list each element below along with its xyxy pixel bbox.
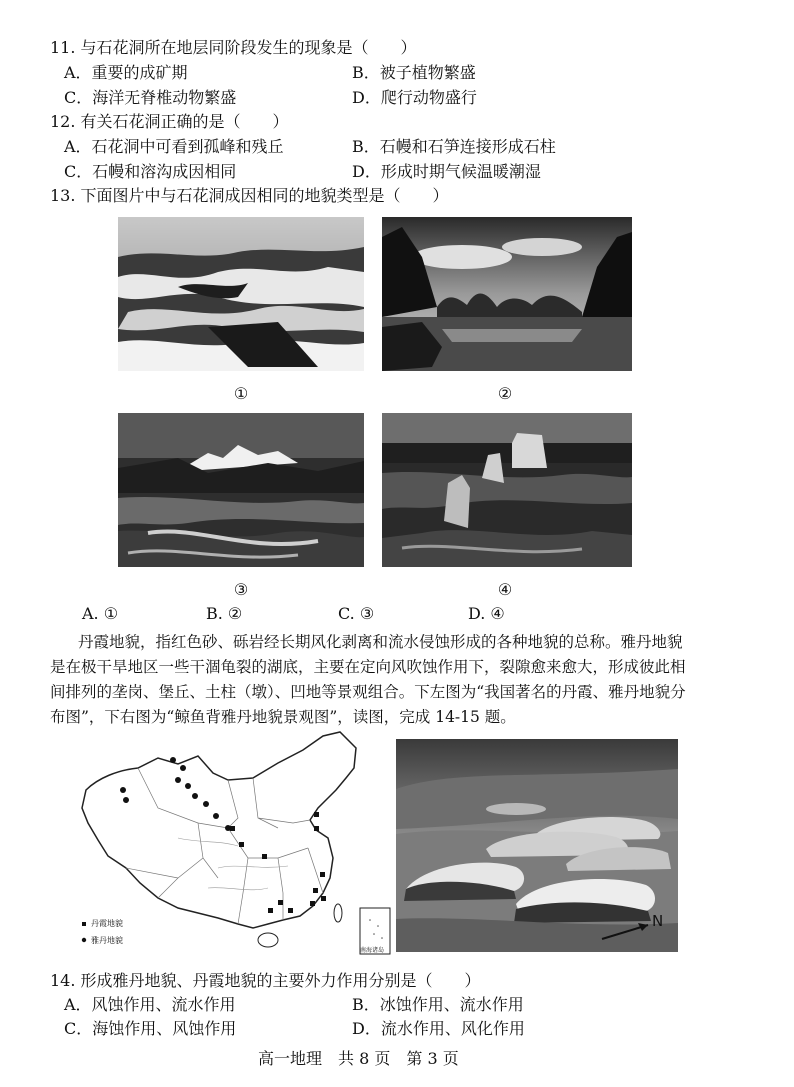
map-legend-yardang: 雅丹地貌 [91, 936, 123, 945]
photo-desert-dunes [118, 217, 364, 371]
photo-label-1: ① [233, 384, 249, 403]
q12-option-b: B．石幔和石笋连接形成石柱 [352, 137, 556, 156]
q11-option-a: A．重要的成矿期 [64, 63, 188, 82]
passage-line-3: 间排列的垄岗、堡丘、土柱（墩）、凹地等景观组合。下左图为“我国著名的丹霞、雅丹地貌分 [50, 683, 686, 701]
q11-option-b: B．被子植物繁盛 [352, 63, 476, 82]
q11-option-d: D．爬行动物盛行 [352, 88, 477, 107]
q14-option-a: A．风蚀作用、流水作用 [64, 995, 236, 1014]
q12-option-d: D．形成时期气候温暖潮湿 [352, 162, 541, 181]
passage-line-4: 布图”，下右图为“鲸鱼背雅丹地貌景观图”，读图，完成 14-15 题。 [50, 708, 516, 726]
map-inset-label: 南海诸岛 [360, 947, 385, 954]
photo-label-4: ④ [497, 580, 513, 599]
q12-option-c: C．石幔和溶沟成因相同 [64, 162, 237, 181]
passage-line-1: 丹霞地貌，指红色砂、砾岩经长期风化剥离和流水侵蚀形成的各种地貌的总称。雅丹地貌 [78, 633, 683, 651]
question-11-stem: 11. 与石花洞所在地层同阶段发生的现象是（ ） [50, 38, 417, 57]
photo-glacier-valley [118, 413, 364, 567]
q13-option-d: D. ④ [468, 604, 505, 623]
q12-option-a: A．石花洞中可看到孤峰和残丘 [64, 137, 284, 156]
photo-label-2: ② [497, 384, 513, 403]
q13-option-a: A. ① [82, 604, 119, 623]
q11-option-c: C．海洋无脊椎动物繁盛 [64, 88, 237, 107]
photo-sea-stacks [382, 413, 632, 567]
question-12-stem: 12. 有关石花洞正确的是（ ） [50, 112, 289, 131]
whale-back-yardang-image [396, 739, 678, 952]
q14-option-c: C．海蚀作用、风蚀作用 [64, 1019, 237, 1038]
passage-line-2: 是在极干旱地区一些干涸龟裂的湖底，主要在定向风吹蚀作用下，裂隙愈来愈大，形成彼此相 [50, 658, 686, 676]
q14-option-b: B．冰蚀作用、流水作用 [352, 995, 524, 1014]
china-landform-distribution-map [78, 728, 392, 958]
question-13-stem: 13. 下面图片中与石花洞成因相同的地貌类型是（ ） [50, 186, 449, 205]
north-arrow-label: N [652, 912, 664, 930]
q14-option-d: D．流水作用、风化作用 [352, 1019, 525, 1038]
page-footer: 高一地理 共 8 页 第 3 页 [258, 1049, 459, 1068]
question-14-stem: 14. 形成雅丹地貌、丹霞地貌的主要外力作用分别是（ ） [50, 971, 481, 990]
photo-karst-peaks [382, 217, 632, 371]
map-legend-danxia: 丹霞地貌 [91, 919, 123, 928]
q13-option-b: B. ② [206, 604, 243, 623]
q13-option-c: C. ③ [338, 604, 375, 623]
photo-label-3: ③ [233, 580, 249, 599]
